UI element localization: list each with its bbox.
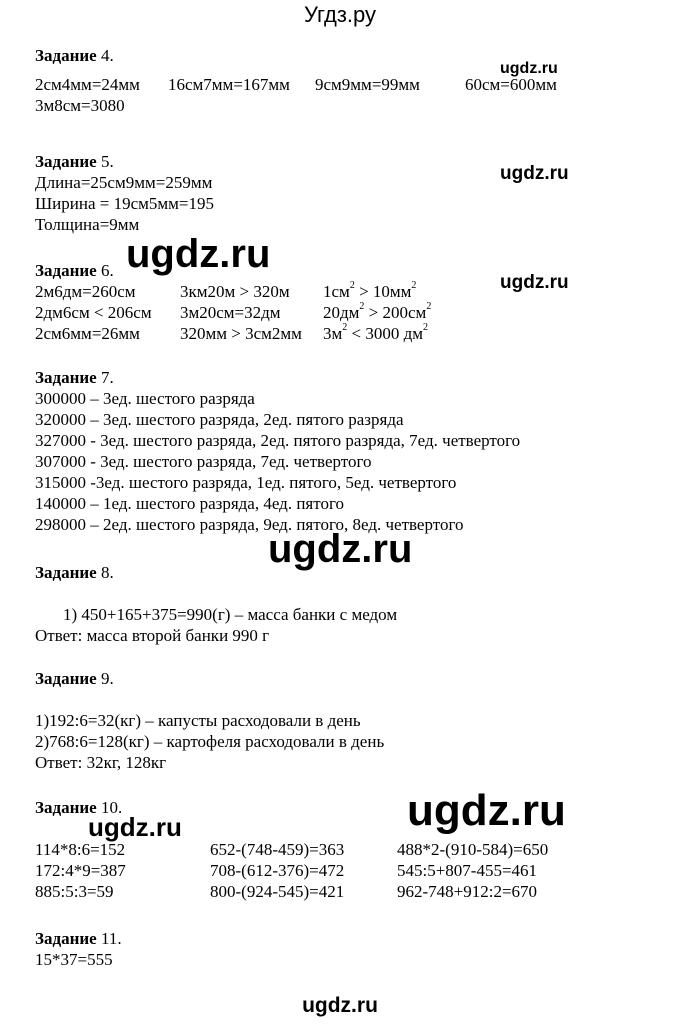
conversion: 3м8см=3080	[35, 96, 125, 115]
task-line: 2)768:6=128(кг) – картофеля расходовали в день	[35, 732, 385, 751]
comparison: 3м20см=32дм	[180, 303, 281, 322]
conversion: 9см9мм=99мм	[315, 75, 420, 94]
watermark: ugdz.ru	[500, 163, 569, 184]
expression: 652-(748-459)=363	[210, 840, 345, 859]
comparison: $3м^2 < 3000$ $дм^2$	[323, 322, 429, 343]
task-7	[35, 367, 520, 535]
comparison: 3км20м > 320м	[180, 282, 290, 301]
task-title: Задание 7.	[35, 368, 114, 387]
watermark: ugdz.ru	[88, 812, 182, 842]
expression: 488*2-(910-584)=650	[397, 840, 549, 859]
task-9	[35, 668, 384, 773]
site-header: Угдз.ру	[303, 2, 377, 27]
expression: 962-748+912:2=670	[397, 882, 538, 901]
watermark: ugdz.ru	[500, 60, 558, 77]
task-8	[35, 562, 397, 646]
task-title: Задание 9.	[35, 669, 114, 688]
watermark: ugdz.ru	[407, 786, 566, 835]
task-title: Задание 11.	[35, 929, 122, 948]
task-title: Задание 6.	[35, 261, 114, 280]
expression: 172:4*9=387	[35, 861, 126, 880]
expression: 708-(612-376)=472	[210, 861, 345, 880]
comparison: 2м6дм=260см	[35, 282, 136, 301]
expression: 545:5+807-455=461	[397, 861, 538, 880]
task-title: Задание 4.	[35, 46, 114, 65]
task-line: Длина=25см9мм=259мм	[35, 173, 213, 192]
comparison: 2дм6см < 206см	[35, 303, 152, 322]
task-title: Задание 8.	[35, 563, 114, 582]
task-line: 307000 - 3ед. шестого разряда, 7ед. четвертого	[35, 452, 372, 471]
task-line: 1)192:6=32(кг) – капусты расходовали в день	[35, 711, 361, 730]
task-line: 1) 450+165+375=990(г) – масса банки с медом	[63, 605, 398, 624]
comparison: 320мм > 3см2мм	[180, 324, 302, 343]
task-line: Ответ: 32кг, 128кг	[35, 753, 167, 772]
task-title: Задание 5.	[35, 152, 114, 171]
task-line: Ширина = 19см5мм=195	[35, 194, 214, 213]
task-line: 327000 - 3ед. шестого разряда, 2ед. пятого разряда, 7ед. четвертого	[35, 431, 521, 450]
watermark: ugdz.ru	[268, 527, 413, 571]
task-line: 315000 -3ед. шестого разряда, 1ед. пятого, 5ед. четвертого	[35, 473, 457, 492]
conversion: 60см=600мм	[465, 75, 557, 94]
task-line: Толщина=9мм	[35, 215, 140, 234]
task-title: Задание 10.	[35, 798, 123, 817]
task-line: 298000 – 2ед. шестого разряда, 9ед. пятого, 8ед. четвертого	[35, 515, 464, 534]
watermark: ugdz.ru	[126, 232, 271, 276]
task-line: 300000 – 3ед. шестого разряда	[35, 389, 255, 408]
comparison: 2см6мм=26мм	[35, 324, 140, 343]
task-5	[35, 151, 214, 235]
task-11	[35, 928, 122, 970]
task-6	[35, 260, 432, 344]
expression: 885:5:3=59	[35, 882, 114, 901]
expression: 800-(924-545)=421	[210, 882, 345, 901]
task-line: 140000 – 1ед. шестого разряда, 4ед. пятого	[35, 494, 344, 513]
expression: 114*8:6=152	[35, 840, 126, 859]
task-line: Ответ: масса второй банки 990 г	[35, 626, 270, 645]
site-footer: ugdz.ru	[302, 994, 378, 1017]
conversion: 16см7мм=167мм	[168, 75, 290, 94]
task-line: 15*37=555	[35, 950, 113, 969]
comparison: $20дм^2 > 200см^2$	[323, 301, 432, 322]
comparison: $1см^2 > 10мм^2$	[323, 280, 417, 301]
task-line: 320000 – 3ед. шестого разряда, 2ед. пятого разряда	[35, 410, 404, 429]
watermark: ugdz.ru	[500, 272, 569, 293]
conversion: 2см4мм=24мм	[35, 75, 140, 94]
